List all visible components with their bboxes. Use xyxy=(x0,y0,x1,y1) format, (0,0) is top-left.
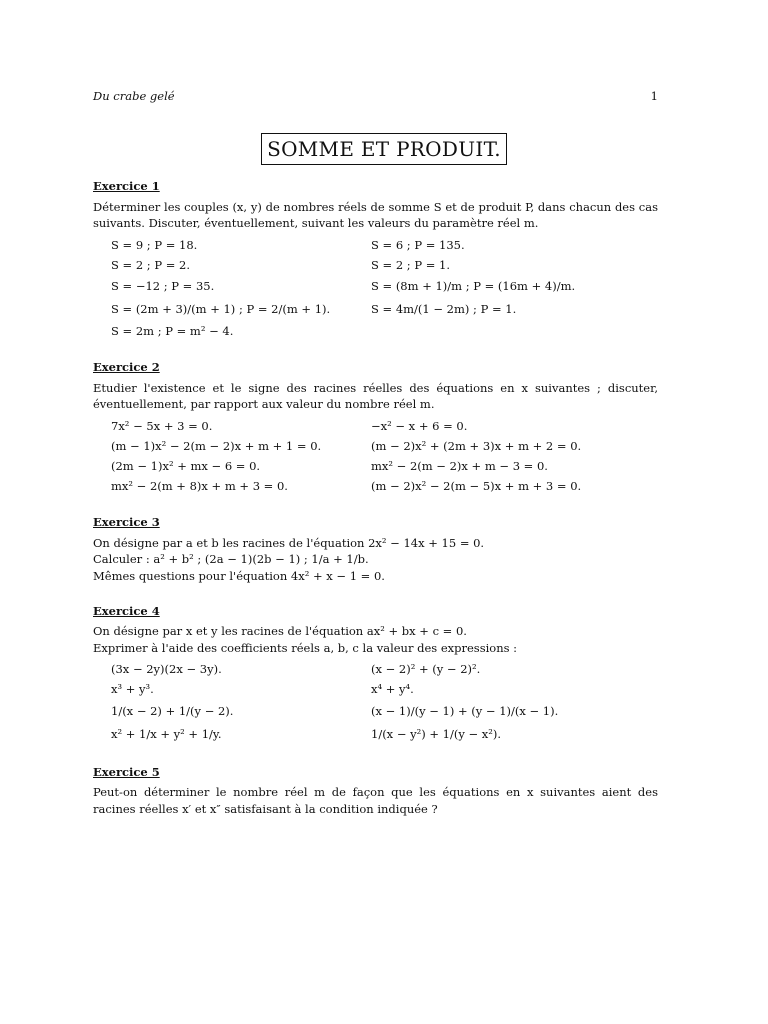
exercise-item: (2m − 1)x² + mx − 6 = 0. xyxy=(111,458,261,473)
exercise-item: (m − 1)x² − 2(m − 2)x + m + 1 = 0. xyxy=(111,438,322,453)
page-number: 1 xyxy=(650,89,658,103)
exercise-item: mx² − 2(m + 8)x + m + 3 = 0. xyxy=(111,478,288,493)
exercise-title: Exercice 2 xyxy=(93,360,160,375)
title-wrapper xyxy=(0,133,768,165)
exercise-item: 7x² − 5x + 3 = 0. xyxy=(111,418,213,433)
exercise-line: On désigne par x et y les racines de l'équation ax² + bx + c = 0. xyxy=(93,624,467,639)
exercise-4 xyxy=(93,603,658,746)
exercise-item: S = 4m/(1 − 2m) ; P = 1. xyxy=(371,302,517,317)
exercise-title: Exercice 4 xyxy=(93,603,160,618)
exercise-line: Mêmes questions pour l'équation 4x² + x − 1 = 0. xyxy=(93,569,385,584)
exercise-item: S = −12 ; P = 35. xyxy=(111,279,215,294)
exercise-title: Exercice 5 xyxy=(93,764,160,779)
exercise-item-empty xyxy=(371,321,676,341)
exercise-item: x² + 1/x + y² + 1/y. xyxy=(111,726,222,741)
exercise-2 xyxy=(93,359,658,496)
exercise-item: S = 2m ; P = m² − 4. xyxy=(111,323,234,338)
exercise-item: 1/(x − y²) + 1/(y − x²). xyxy=(371,726,502,741)
exercise-item: (x − 2)² + (y − 2)². xyxy=(371,662,481,677)
exercise-3 xyxy=(93,514,658,585)
exercise-item: 1/(x − 2) + 1/(y − 2). xyxy=(111,703,234,718)
exercise-items-grid xyxy=(111,660,658,746)
exercise-lines xyxy=(93,623,658,656)
exercise-title: Exercice 1 xyxy=(93,179,160,193)
exercise-1 xyxy=(93,178,658,341)
exercise-items-grid xyxy=(111,235,658,341)
running-header xyxy=(93,88,658,105)
exercise-title: Exercice 3 xyxy=(93,515,160,530)
exercise-statement: Etudier l'existence et le signe des racines réelles des équations en x suivantes ; discuter, éventuellement, par rapport aux valeur du nombre réel m. xyxy=(93,380,658,412)
exercise-item: S = 2 ; P = 2. xyxy=(111,257,190,272)
exercise-item: x⁴ + y⁴. xyxy=(371,682,414,697)
exercise-items-grid xyxy=(111,416,658,496)
exercise-statement: Déterminer les couples (x, y) de nombres réels de somme S et de produit P, dans chacun des cas suivants. Discuter, éventuellement, suivant les valeurs du paramètre réel m. xyxy=(93,199,658,231)
exercise-item: (m − 2)x² − 2(m − 5)x + m + 3 = 0. xyxy=(371,478,582,493)
exercise-line: Calculer : a² + b² ; (2a − 1)(2b − 1) ; 1/a + 1/b. xyxy=(93,552,369,567)
exercise-item: (x − 1)/(y − 1) + (y − 1)/(x − 1). xyxy=(371,703,559,718)
exercise-statement: Peut-on déterminer le nombre réel m de façon que les équations en x suivantes aient des racines réelles x′ et x″ satisfaisant à la condition indiquée ? xyxy=(93,785,658,817)
exercise-item: S = (8m + 1)/m ; P = (16m + 4)/m. xyxy=(371,279,576,294)
header-left-text: Du crabe gelé xyxy=(93,89,175,103)
exercise-item: mx² − 2(m − 2)x + m − 3 = 0. xyxy=(371,458,548,473)
document-body xyxy=(93,178,658,836)
exercise-item: x³ + y³. xyxy=(111,682,154,697)
exercise-line: Exprimer à l'aide des coefficients réels a, b, c la valeur des expressions : xyxy=(93,641,518,656)
exercise-line: On désigne par a et b les racines de l'équation 2x² − 14x + 15 = 0. xyxy=(93,535,485,550)
document-title: SOMME ET PRODUIT. xyxy=(261,133,507,165)
exercise-item: S = 6 ; P = 135. xyxy=(371,237,465,252)
exercise-item: (m − 2)x² + (2m + 3)x + m + 2 = 0. xyxy=(371,438,582,453)
exercise-item: S = (2m + 3)/(m + 1) ; P = 2/(m + 1). xyxy=(111,302,331,317)
exercise-item: −x² − x + 6 = 0. xyxy=(371,418,468,433)
exercise-5 xyxy=(93,764,658,818)
exercise-lines xyxy=(93,535,658,585)
exercise-item: (3x − 2y)(2x − 3y). xyxy=(111,662,222,677)
exercise-item: S = 2 ; P = 1. xyxy=(371,257,450,272)
exercise-item: S = 9 ; P = 18. xyxy=(111,237,198,252)
